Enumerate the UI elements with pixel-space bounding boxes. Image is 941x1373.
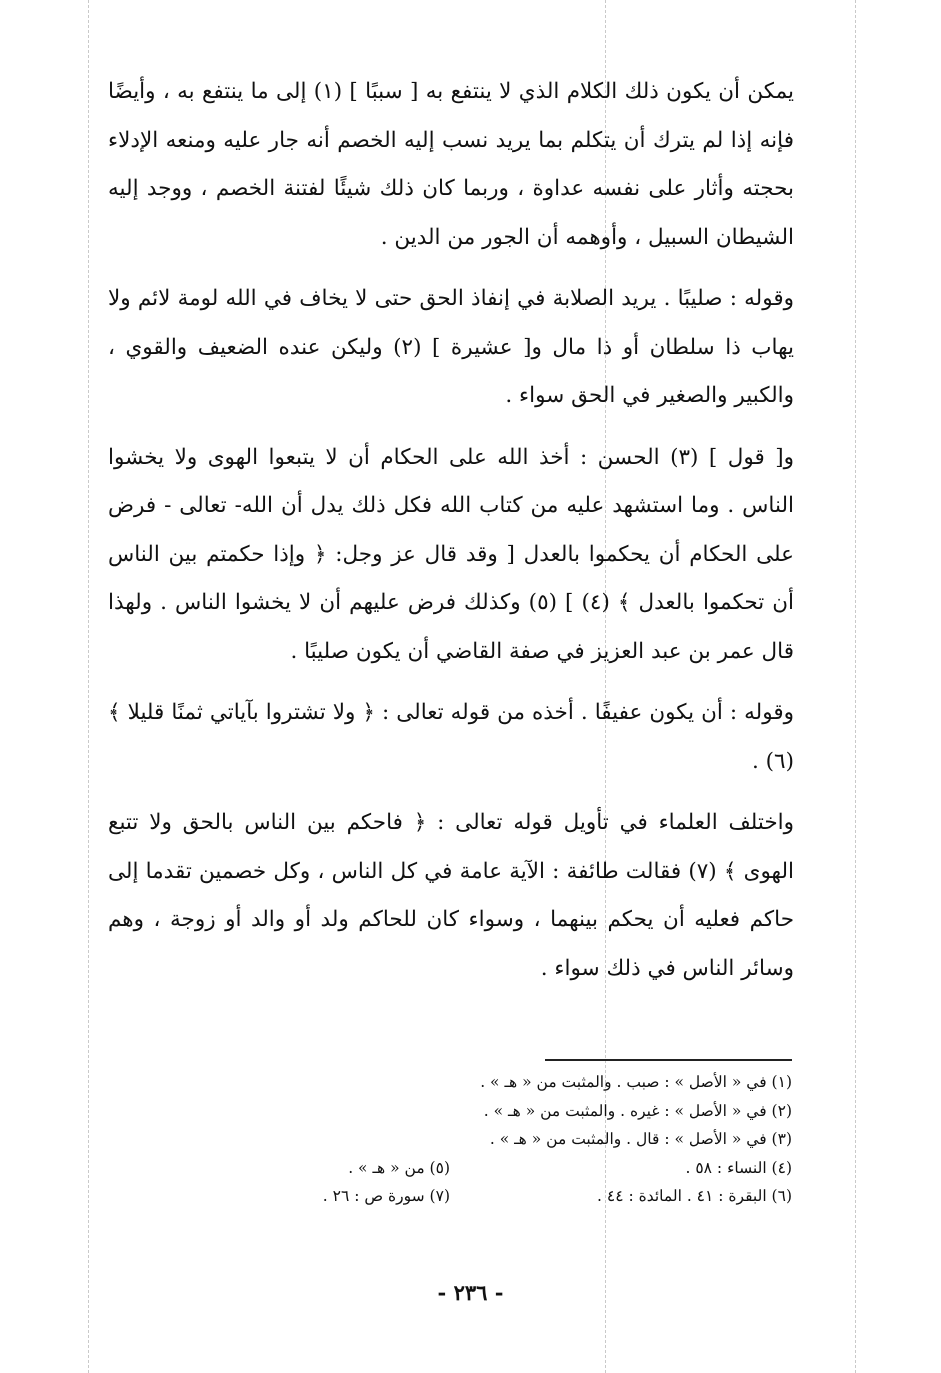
footnote-3: (٣) في « الأصل » : قال . والمثبت من « هـ » . — [489, 1130, 792, 1148]
page-body — [108, 68, 794, 1006]
paragraph-4: وقوله : أن يكون عفيفًا . أخذه من قوله تعالى : ﴿ ولا تشتروا بآياتي ثمنًا قليلا ﴾ (٦) . — [108, 700, 794, 774]
footnote-5: (٥) من « هـ » . — [348, 1158, 450, 1177]
footnotes — [200, 1068, 792, 1211]
paragraph-1: يمكن أن يكون ذلك الكلام الذي لا ينتفع به [ سببًا ] (١) إلى ما ينتفع به ، وأيضًا فإنه إذا لم يترك أن يتكلم بما يريد نسب إليه الخصم أنه جار عليه ومنعه الإدلاء بحجته وأثار على نفسه عداوة ، وربما كان ذلك شيئًا لفتنة الخصم ، ووجد إليه الشيطان السبيل ، وأوهمه أن الجور من الدين . — [108, 79, 794, 250]
scan-guide-line — [855, 0, 856, 1373]
paragraph-2: وقوله : صليبًا . يريد الصلابة في إنفاذ الحق حتى لا يخاف في الله لومة لائم ولا يهاب ذا سلطان أو ذا مال و[ عشيرة ] (٢) وليكن عنده الضعيف والقوي ، والكبير والصغير في الحق سواء . — [108, 286, 794, 408]
footnote-1: (١) في « الأصل » : صبب . والمثبت من « هـ » . — [480, 1073, 792, 1091]
footnote-7: (٧) سورة ص : ٢٦ . — [322, 1187, 450, 1205]
footnote-row-6-7 — [200, 1182, 792, 1211]
paragraph-3: و[ قول ] (٣) الحسن : أخذ الله على الحكام أن لا يتبعوا الهوى ولا يخشوا الناس . وما استشهد عليه من كتاب الله فكل ذلك يدل أن الله- تعالى - فرض على الحكام أن يحكموا بالعدل [ وقد قال عز وجل: ﴿ وإذا حكمتم بين الناس أن تحكموا بالعدل ﴾ (٤) ] (٥) وكذلك فرض عليهم أن لا يخشوا الناس . ولهذا قال عمر بن عبد العزيز في صفة القاضي أن يكون صليبًا . — [108, 444, 794, 664]
page-number: - ٢٣٦ - — [437, 1280, 504, 1305]
paragraph-5: واختلف العلماء في تأويل قوله تعالى : ﴿ فاحكم بين الناس بالحق ولا تتبع الهوى ﴾ (٧) فقالت طائفة : الآية عامة في كل الناس ، وكل خصمين تقدما إلى حاكم فعليه أن يحكم بينهما ، وسواء كان للحاكم ولد أو والد أو زوجة ، وهم وسائر الناس في ذلك سواء . — [108, 810, 794, 981]
footnote-separator — [545, 1059, 792, 1061]
scan-guide-line — [88, 0, 89, 1373]
footnote-4: (٤) النساء : ٥٨ . — [685, 1158, 792, 1177]
footnote-6: (٦) البقرة : ٤١ . المائدة : ٤٤ . — [597, 1187, 792, 1205]
footnote-row-4-5 — [200, 1154, 792, 1183]
footnote-2: (٢) في « الأصل » : غيره . والمثبت من « هـ » . — [483, 1101, 792, 1120]
